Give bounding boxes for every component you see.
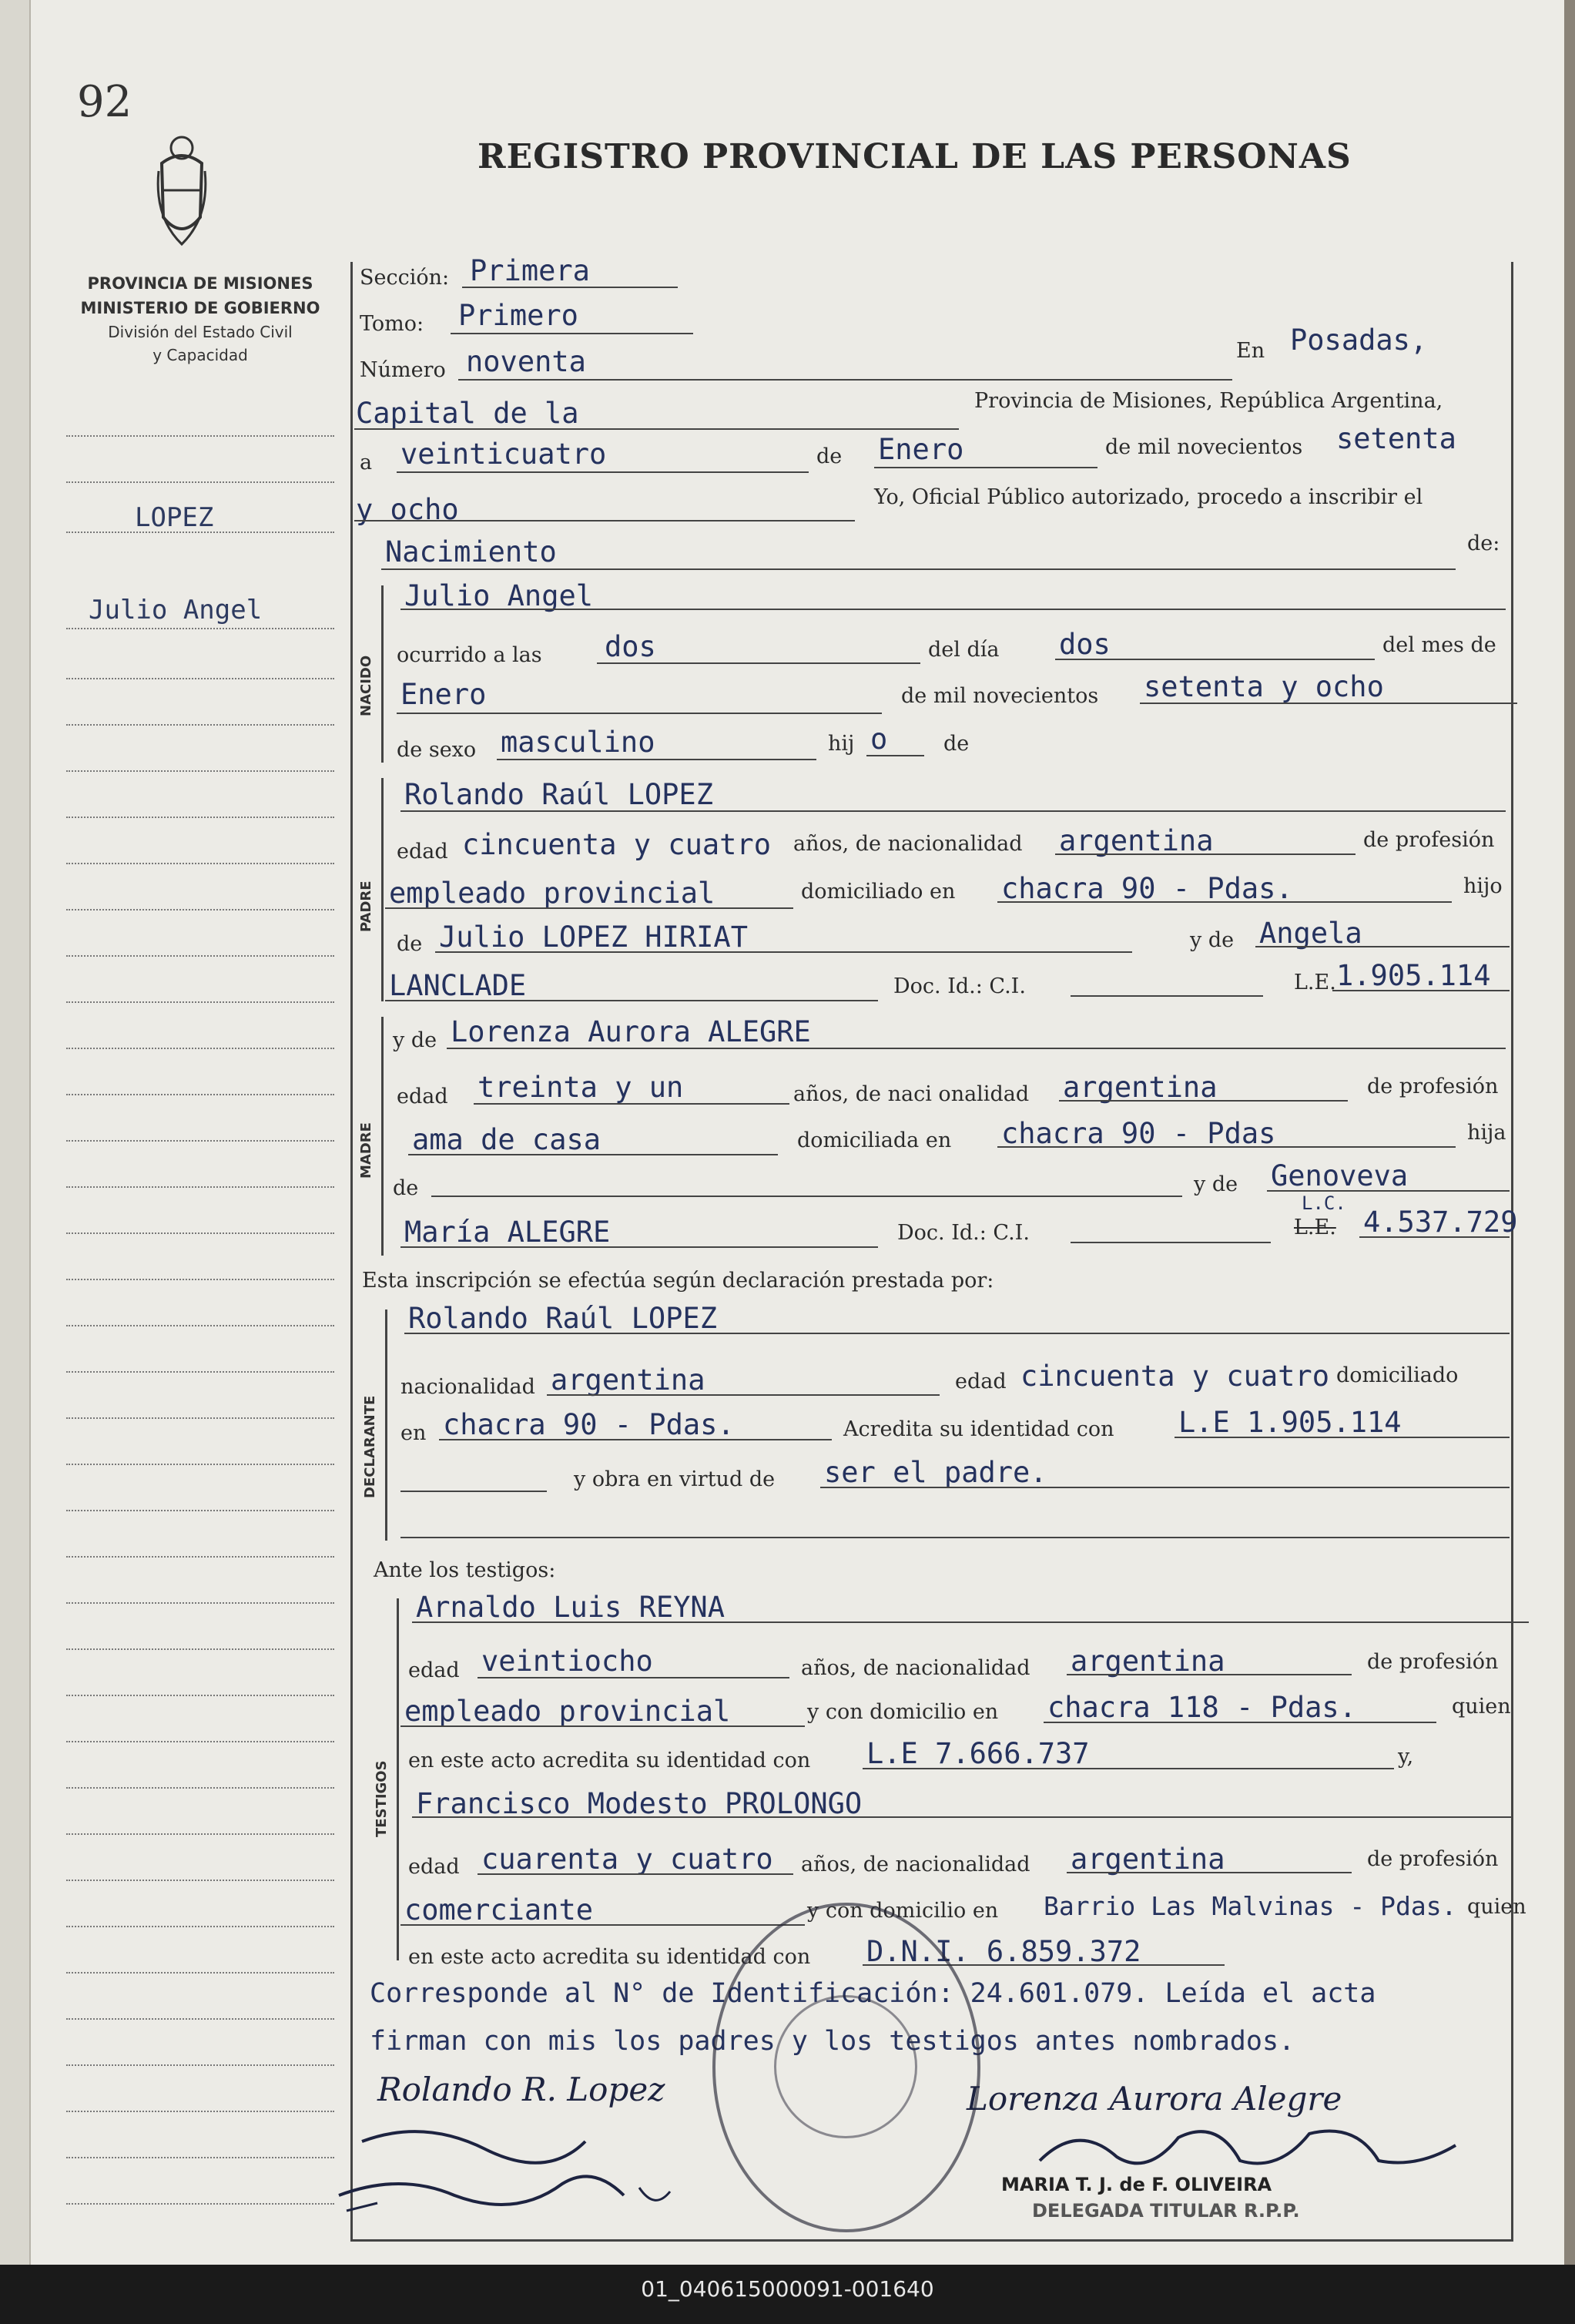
acto-line — [381, 568, 1456, 570]
padre-madre2-line — [385, 1000, 878, 1001]
t2-prof-line — [400, 1924, 805, 1926]
margin-rule — [66, 1232, 334, 1234]
madre-nac-line — [1059, 1100, 1348, 1102]
t2-edad-line — [478, 1873, 793, 1875]
margin-rule — [66, 1695, 334, 1696]
madre-nac-label: años, de naci onalidad — [793, 1082, 1030, 1106]
t1-dom: chacra 118 - Pdas. — [1047, 1691, 1356, 1724]
madre-dom-line — [997, 1146, 1456, 1148]
declarante-doc: L.E 1.905.114 — [1178, 1406, 1402, 1439]
margin-rule — [66, 1464, 334, 1465]
t1-nac-line — [1067, 1674, 1352, 1675]
declarante-nac-line — [547, 1394, 940, 1396]
issuer-ministry: MINISTERIO DE GOBIERNO — [80, 299, 320, 317]
madre-madre-de2: María ALEGRE — [404, 1216, 611, 1249]
nacido-nombre: Julio Angel — [404, 579, 594, 612]
hijo-line — [866, 755, 924, 756]
t2-edad: cuarenta y cuatro — [481, 1843, 773, 1876]
de-colon-label: de: — [1467, 532, 1500, 555]
madre-lc-label: L.C. — [1302, 1192, 1346, 1214]
padre-padre-de: Julio LOPEZ HIRIAT — [439, 921, 748, 954]
nacido-mes-value: Enero — [400, 678, 487, 711]
t1-edad: veintiocho — [481, 1645, 653, 1678]
declarante-nombre-line — [404, 1333, 1510, 1334]
seccion-value: Primera — [470, 254, 590, 287]
madre-profesion: ama de casa — [412, 1123, 602, 1156]
t2-nac-label: años, de nacionalidad — [801, 1853, 1030, 1876]
note-line-2: firman con mis los padres y los testigos antes nombrados. — [370, 2026, 1295, 2057]
hora-value: dos — [605, 630, 656, 663]
declarante-dom-label: domiciliado — [1336, 1363, 1459, 1387]
madre-prof-line — [408, 1154, 778, 1155]
nacido-anio-value: setenta y ocho — [1144, 670, 1384, 703]
de-label: de — [816, 444, 843, 468]
margin-rule — [66, 1926, 334, 1927]
t1-nombre-line — [412, 1621, 1529, 1623]
margin-rule — [66, 1417, 334, 1419]
anio2-line — [354, 520, 855, 521]
issuer-province: PROVINCIA DE MISIONES — [87, 274, 313, 293]
margin-rule — [66, 2111, 334, 2112]
declarante-nac-label: nacionalidad — [400, 1375, 535, 1399]
declarante-obra-label: y obra en virtud de — [574, 1467, 776, 1491]
madre-edad: treinta y un — [478, 1071, 684, 1104]
madre-nombre-line — [447, 1048, 1506, 1049]
margin-rule — [66, 678, 334, 679]
t1-prof-line — [400, 1725, 805, 1727]
madre-madre2-line — [400, 1246, 878, 1248]
mes-line — [874, 467, 1097, 468]
madre-doc-label: Doc. Id.: C.I. — [897, 1221, 1030, 1245]
official-stamp-center — [774, 1995, 917, 2138]
margin-rule — [66, 2157, 334, 2158]
acto-value: Nacimiento — [385, 535, 557, 568]
padre-padre-line — [435, 951, 1132, 953]
seccion-label: Sección: — [360, 266, 450, 290]
margin-rule — [66, 2064, 334, 2066]
official-signature — [1032, 2114, 1463, 2176]
nacido-mes-line — [397, 713, 882, 714]
declarante-nombre: Rolando Raúl LOPEZ — [408, 1302, 717, 1335]
padre-domicilio: chacra 90 - Pdas. — [1001, 872, 1293, 905]
padre-edad-label: edad — [397, 840, 448, 864]
dia-value: veinticuatro — [400, 438, 607, 471]
declarante-extra-line — [400, 1537, 1510, 1538]
margin-rule — [66, 481, 334, 483]
declarante-virtud: ser el padre. — [824, 1456, 1047, 1489]
margin-rule — [66, 770, 334, 772]
madre-edad-label: edad — [397, 1085, 448, 1108]
anio1-value: setenta — [1336, 422, 1456, 455]
nacido-de-label: de — [943, 732, 970, 756]
t2-acr-label: en este acto acredita su identidad con — [408, 1945, 811, 1969]
testigos-bar — [397, 1598, 399, 1960]
signature-mother: Lorenza Aurora Alegre — [967, 2080, 1342, 2118]
t1-doc: L.E 7.666.737 — [866, 1737, 1090, 1770]
margin-rule — [66, 1648, 334, 1650]
tomo-line — [451, 333, 693, 334]
hora-line — [597, 662, 920, 664]
numero-line — [458, 379, 1232, 381]
madre-madre-line — [1267, 1190, 1510, 1192]
t1-prof: empleado provincial — [404, 1695, 731, 1728]
t2-dom: Barrio Las Malvinas - Pdas. — [1044, 1891, 1457, 1921]
signature-father: Rolando R. Lopez — [377, 2071, 665, 2108]
nacido-dia-value: dos — [1059, 628, 1111, 661]
padre-madre-de2: LANCLADE — [389, 969, 527, 1002]
t2-quien: quien — [1467, 1895, 1526, 1919]
margin-rule — [66, 1510, 334, 1511]
padre-dom-line — [997, 901, 1452, 903]
mil-label: de mil novecientos — [1105, 435, 1303, 459]
nacido-nombre-line — [400, 609, 1506, 610]
margin-rule — [66, 724, 334, 726]
margin-rule — [66, 1880, 334, 1881]
madre-domicilio: chacra 90 - Pdas — [1001, 1117, 1276, 1150]
margin-rule — [66, 1001, 334, 1003]
testigos-label: TESTIGOS — [374, 1760, 390, 1837]
dia-label: del día — [928, 638, 1000, 662]
madre-bar — [381, 1017, 384, 1256]
margin-rule — [66, 1094, 334, 1095]
en-value: Posadas, — [1290, 324, 1428, 357]
declarante-intro: Esta inscripción se efectúa según declaración prestada por: — [362, 1269, 994, 1293]
padre-nac-line — [1055, 853, 1356, 855]
t1-prof-label: de profesión — [1367, 1650, 1499, 1674]
mes-value: Enero — [878, 433, 964, 466]
margin-rule — [66, 1371, 334, 1373]
declarante-doc-line — [1175, 1437, 1510, 1438]
hijo-value: o — [870, 723, 888, 756]
nacido-mil-label: de mil novecientos — [901, 684, 1099, 708]
margin-rule — [66, 628, 334, 629]
padre-doc-label: Doc. Id.: C.I. — [893, 974, 1026, 998]
numero-label: Número — [360, 358, 446, 382]
t1-edad-label: edad — [408, 1658, 460, 1682]
padre-prof-line — [385, 907, 793, 909]
t2-nac-line — [1067, 1872, 1352, 1873]
t1-dom-label: y con domicilio en — [807, 1700, 999, 1724]
nacido-bar — [381, 585, 384, 763]
t1-edad-line — [478, 1677, 789, 1678]
capital-value: Capital de la — [356, 397, 579, 430]
t2-nombre-line — [412, 1816, 1513, 1818]
t2-nac: argentina — [1071, 1843, 1225, 1876]
hijo-label: hij — [828, 732, 855, 756]
madre-nacionalidad: argentina — [1063, 1071, 1218, 1104]
margin-rule — [66, 863, 334, 864]
margin-rule — [66, 1602, 334, 1604]
margin-rule — [66, 2018, 334, 2020]
margin-rule — [66, 817, 334, 818]
numero-value: noventa — [466, 345, 586, 378]
declarante-edad-label: edad — [955, 1370, 1007, 1393]
padre-madre-line — [1255, 946, 1510, 947]
madre-de-label: de — [393, 1176, 419, 1200]
t1-doc-line — [863, 1768, 1394, 1769]
page-number: 92 — [77, 77, 132, 127]
sexo-value: masculino — [501, 726, 655, 759]
declarante-en-label: en — [400, 1421, 427, 1445]
madre-hija-label: hija — [1467, 1121, 1506, 1145]
en-label: En — [1236, 339, 1265, 363]
tomo-label: Tomo: — [360, 312, 424, 336]
binding-strip — [0, 0, 31, 2265]
padre-le: 1.905.114 — [1336, 959, 1491, 992]
margin-rule — [66, 435, 334, 437]
t1-y: y, — [1398, 1745, 1414, 1769]
padre-nac-label: años, de nacionalidad — [793, 832, 1023, 856]
margin-rule — [66, 1048, 334, 1049]
declarante-domicilio: chacra 90 - Pdas. — [443, 1408, 735, 1441]
margin-rule — [66, 1186, 334, 1188]
padre-nombre-line — [400, 810, 1506, 812]
margin-given-names: Julio Angel — [89, 595, 263, 625]
madre-yde-label: y de — [1194, 1172, 1238, 1196]
padre-edad: cincuenta y cuatro — [462, 828, 771, 861]
issuer-capacity: y Capacidad — [152, 346, 248, 364]
provincia-label: Provincia de Misiones, República Argentina, — [974, 389, 1443, 413]
ocurrido-label: ocurrido a las — [397, 643, 542, 667]
issuer-division: División del Estado Civil — [108, 323, 293, 341]
coat-of-arms-icon — [154, 132, 209, 248]
padre-nombre: Rolando Raúl LOPEZ — [404, 778, 713, 811]
margin-surname: LOPEZ — [135, 502, 214, 533]
anio2-value: y ocho — [356, 493, 459, 526]
nacido-label: NACIDO — [358, 655, 374, 716]
padre-le-label: L.E. — [1294, 971, 1336, 994]
t1-dom-line — [1044, 1722, 1436, 1723]
margin-rule — [66, 1972, 334, 1974]
margin-rule — [66, 955, 334, 957]
madre-prof-label: de profesión — [1367, 1075, 1499, 1098]
madre-madre-de1: Genoveva — [1271, 1159, 1409, 1192]
madre-edad-line — [474, 1103, 789, 1105]
madre-label: MADRE — [358, 1122, 374, 1179]
official-title: DELEGADA TITULAR R.P.P. — [1032, 2200, 1300, 2222]
madre-ci-line — [1071, 1242, 1271, 1243]
madre-padre-line — [431, 1196, 1182, 1197]
declarante-label: DECLARANTE — [362, 1395, 378, 1498]
madre-dom-label: domiciliada en — [797, 1128, 952, 1152]
padre-prof-label: de profesión — [1363, 828, 1495, 852]
margin-rule — [66, 1787, 334, 1789]
padre-dom-label: domiciliado en — [801, 880, 956, 904]
declarante-virtud-line — [820, 1487, 1510, 1488]
margin-rule — [66, 1325, 334, 1326]
t1-nac: argentina — [1071, 1645, 1225, 1678]
oficial-label: Yo, Oficial Público autorizado, procedo a inscribir el — [874, 485, 1423, 509]
t1-acr-label: en este acto acredita su identidad con — [408, 1749, 811, 1772]
margin-rule — [66, 909, 334, 910]
margin-rule — [66, 1833, 334, 1835]
note-line-1: Corresponde al N° de Identificación: 24.601.079. Leída el acta — [370, 1978, 1376, 2009]
testigos-intro: Ante los testigos: — [374, 1558, 556, 1582]
margin-rule — [66, 1741, 334, 1742]
padre-yde-label: y de — [1190, 928, 1235, 952]
t1-quien: quien — [1452, 1695, 1511, 1719]
a-label: a — [360, 451, 373, 475]
madre-yde-prefix: y de — [393, 1028, 437, 1052]
image-caption: 01_040615000091-001640 — [641, 2276, 934, 2302]
t2-prof: comerciante — [404, 1893, 594, 1927]
margin-rule — [66, 2203, 334, 2205]
capital-line — [354, 428, 959, 430]
padre-label: PADRE — [358, 880, 374, 932]
margin-rule — [66, 1140, 334, 1142]
padre-nacionalidad: argentina — [1059, 824, 1214, 857]
padre-profesion: empleado provincial — [389, 877, 715, 910]
madre-doc: 4.537.729 — [1363, 1206, 1518, 1239]
seccion-line — [462, 287, 678, 288]
witness-signatures — [331, 2111, 732, 2226]
sexo-line — [497, 759, 816, 760]
nacido-dia-line — [1055, 659, 1375, 660]
mes-label: del mes de — [1382, 633, 1496, 657]
t2-doc: D.N.I. 6.859.372 — [866, 1935, 1141, 1968]
declarante-nacionalidad: argentina — [551, 1363, 705, 1397]
declarante-bar — [385, 1310, 387, 1541]
declarante-acr-label: Acredita su identidad con — [843, 1417, 1114, 1441]
madre-doc-line — [1359, 1236, 1510, 1238]
t2-prof-label: de profesión — [1367, 1847, 1499, 1871]
margin-rule — [66, 1556, 334, 1558]
padre-ci-line — [1071, 995, 1263, 997]
padre-madre-de1: Angela — [1259, 917, 1362, 950]
margin-rule — [66, 1279, 334, 1280]
official-name: MARIA T. J. de F. OLIVEIRA — [1001, 2174, 1272, 2195]
t2-nombre: Francisco Modesto PROLONGO — [416, 1787, 863, 1820]
declarante-edad: cincuenta y cuatro — [1020, 1360, 1329, 1393]
issuer-block — [62, 271, 339, 367]
padre-bar — [381, 778, 384, 1001]
t1-nombre: Arnaldo Luis REYNA — [416, 1591, 725, 1624]
tomo-value: Primero — [458, 299, 578, 332]
madre-le-label: L.E. — [1294, 1216, 1336, 1239]
padre-hijo-label: hijo — [1463, 874, 1503, 898]
madre-nombre: Lorenza Aurora ALEGRE — [451, 1015, 811, 1048]
padre-de-label: de — [397, 932, 423, 956]
declarante-dom-line — [439, 1439, 832, 1440]
t1-nac-label: años, de nacionalidad — [801, 1656, 1030, 1680]
dia-line — [397, 471, 809, 473]
declarante-blank-line — [400, 1491, 547, 1492]
t2-dom-label: y con domicilio en — [807, 1899, 999, 1923]
sexo-label: de sexo — [397, 738, 477, 762]
nacido-anio-line — [1140, 703, 1517, 704]
padre-le-line — [1332, 990, 1510, 991]
t2-edad-label: edad — [408, 1855, 460, 1879]
document-title: REGISTRO PROVINCIAL DE LAS PERSONAS — [478, 137, 1352, 176]
